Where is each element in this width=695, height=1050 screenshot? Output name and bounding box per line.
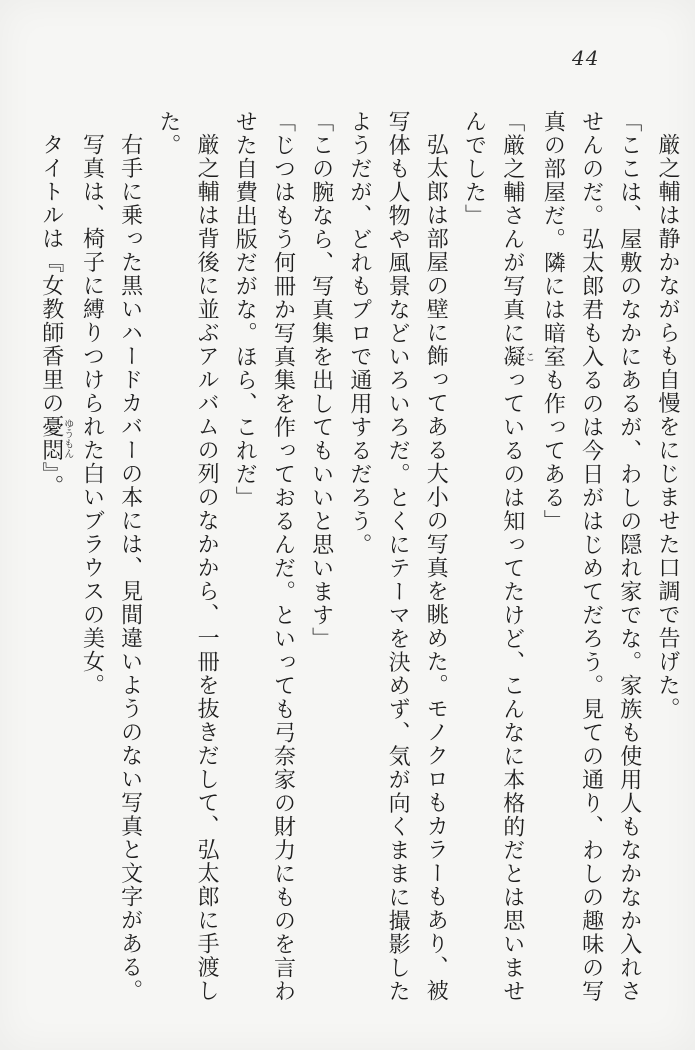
text-line: 「この腕なら、写真集を出してもいいと思います」 bbox=[308, 110, 334, 651]
text-line: タイトルは『女教師香里の憂悶ゆうもん』。 bbox=[38, 133, 73, 498]
text-line: せた自費出版だがな。ほら、これだ」 bbox=[232, 110, 258, 510]
page-number: 44 bbox=[572, 46, 600, 70]
text-line: 弘太郎は部屋の壁に飾ってある大小の写真を眺めた。モノクロもカラーもあり、被 bbox=[423, 133, 449, 1003]
ruby-annotated-word: 憂悶ゆうもん bbox=[38, 415, 73, 462]
ruby-annotated-word: 凝こ bbox=[499, 345, 534, 369]
text-line: 写体も人物や風景などいろいろだ。とくにテーマを決めず、気が向くままに撮影した bbox=[385, 110, 411, 1003]
text-line: ようだが、どれもプロで通用するだろう。 bbox=[346, 110, 372, 557]
text-line: 厳之輔は静かながらも自慢をにじませた口調で告げた。 bbox=[655, 133, 680, 721]
text-line: せんのだ。弘太郎君も入るのは今日がはじめてだろう。見ての通り、わしの趣味の写 bbox=[578, 110, 604, 1003]
text-line: 「ここは、屋敷のなかにあるが、わしの隠れ家でな。家族も使用人もなかなか入れさ bbox=[616, 110, 642, 1003]
text-line: 右手に乗った黒いハードカバーの本には、見間違いようのない写真と文字がある。 bbox=[117, 133, 143, 1003]
text-column-container bbox=[32, 110, 686, 1020]
text-line: 「じつはもう何冊か写真集を作っておるんだ。といっても弓奈家の財力にものを言わ bbox=[270, 110, 296, 1003]
text-line: た。 bbox=[155, 110, 181, 157]
text-line: 「厳之輔さんが写真に凝こっているのは知ってたけど、こんなに本格的だとは思いませ bbox=[499, 110, 534, 1003]
text-line: 写真は、椅子に縛りつけられた白いブラウスの美女。 bbox=[79, 133, 105, 697]
text-line: んでした」 bbox=[461, 110, 487, 228]
text-line: 真の部屋だ。隣には暗室も作ってある」 bbox=[540, 110, 566, 533]
text-line: 厳之輔は背後に並ぶアルバムの列のなかから、一冊を抜きだして、弘太郎に手渡し bbox=[194, 133, 220, 1003]
